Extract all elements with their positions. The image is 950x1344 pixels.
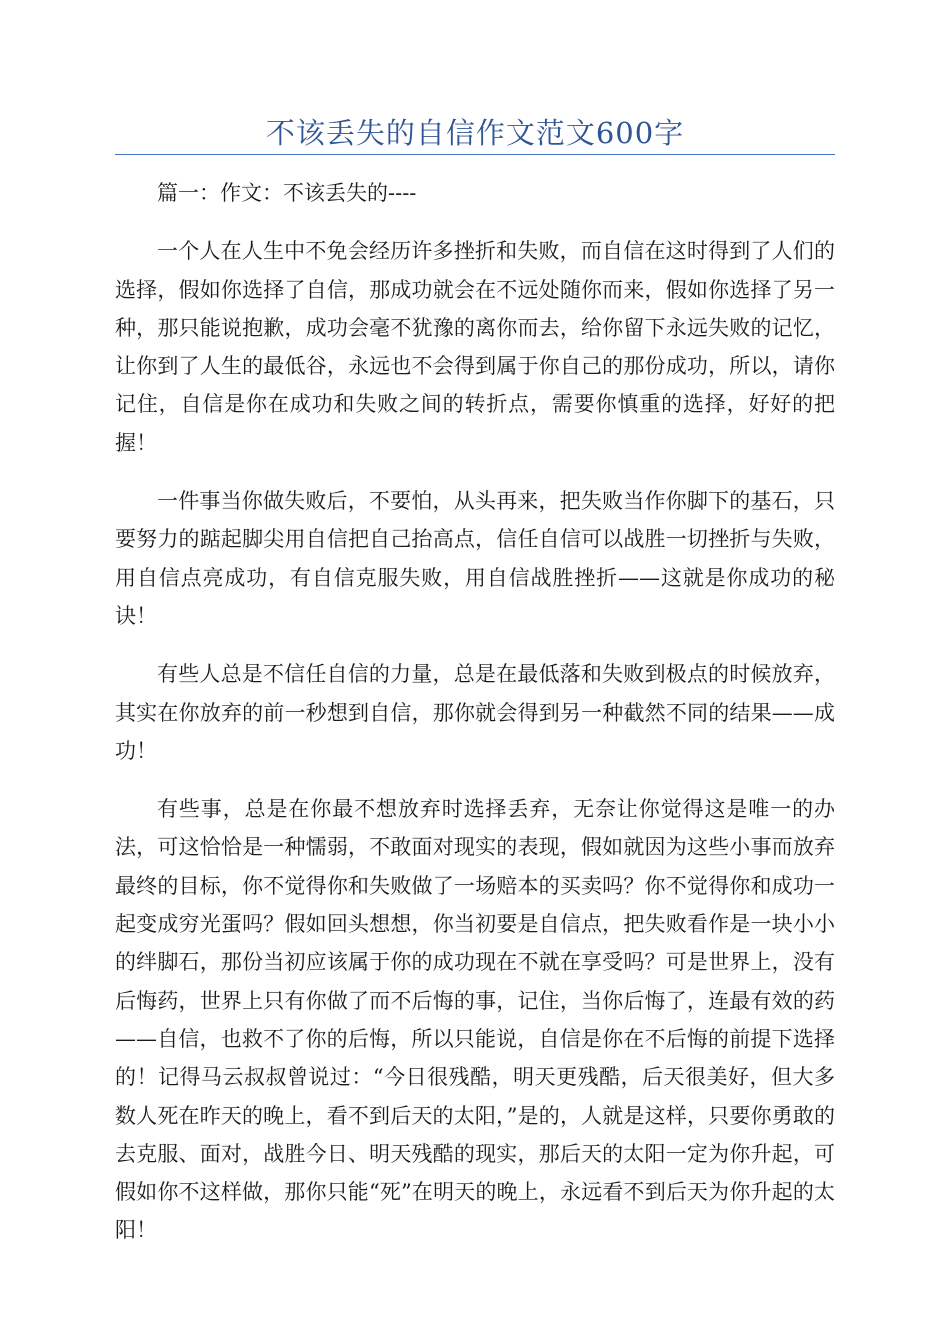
section-heading: 篇一：作文：不该丢失的----: [157, 181, 417, 205]
paragraph-2: 一件事当你做失败后，不要怕，从头再来，把失败当作你脚下的基石，只要努力的踮起脚尖用自信把自己抬高点，信任自信可以战胜一切挫折与失败，用自信点亮成功，有自信克服失败，用自信战胜挫折——这就是你成功的秘诀！: [115, 489, 835, 628]
paragraph-4: 有些事，总是在你最不想放弃时选择丢弃，无奈让你觉得这是唯一的办法，可这恰恰是一种懦弱，不敢面对现实的表现，假如就因为这些小事而放弃最终的目标，你不觉得你和失败做了一场赔本的买卖吗？你不觉得你和成功一起变成穷光蛋吗？假如回头想想，你当初要是自信点，把失败看作是一块小小的绊脚石，那份当初应该属于你的成功现在不就在享受吗？可是世界上，没有后悔药，世界上只有你做了而不后悔的事，记住，当你后悔了，连最有效的药——自信，也救不了你的后悔，所以只能说，自信是你在不后悔的前提下选择的！记得马云叔叔曾说过：“今日很残酷，明天更残酷，后天很美好，但大多数人死在昨天的晚上，看不到后天的太阳，”是的，人就是这样，只要你勇敢的去克服、面对，战胜今日、明天残酷的现实，那后天的太阳一定为你升起，可假如你不这样做，那你只能“死”在明天的晚上，永远看不到后天为你升起的太阳！: [115, 797, 835, 1243]
document-title: 不该丢失的自信作文范文600字: [265, 116, 685, 150]
document-body: [115, 174, 835, 1270]
paragraph-1: 一个人在人生中不免会经历许多挫折和失败，而自信在这时得到了人们的选择，假如你选择了自信，那成功就会在不远处随你而来，假如你选择了另一种，那只能说抱歉，成功会毫不犹豫的离你而去，给你留下永远失败的记忆，让你到了人生的最低谷，永远也不会得到属于你自己的那份成功，所以，请你记住，自信是你在成功和失败之间的转折点，需要你慎重的选择，好好的把握！: [115, 239, 835, 455]
paragraph-3: 有些人总是不信任自信的力量，总是在最低落和失败到极点的时候放弃，其实在你放弃的前一秒想到自信，那你就会得到另一种截然不同的结果——成功！: [115, 662, 835, 763]
title-underline: [115, 154, 835, 155]
